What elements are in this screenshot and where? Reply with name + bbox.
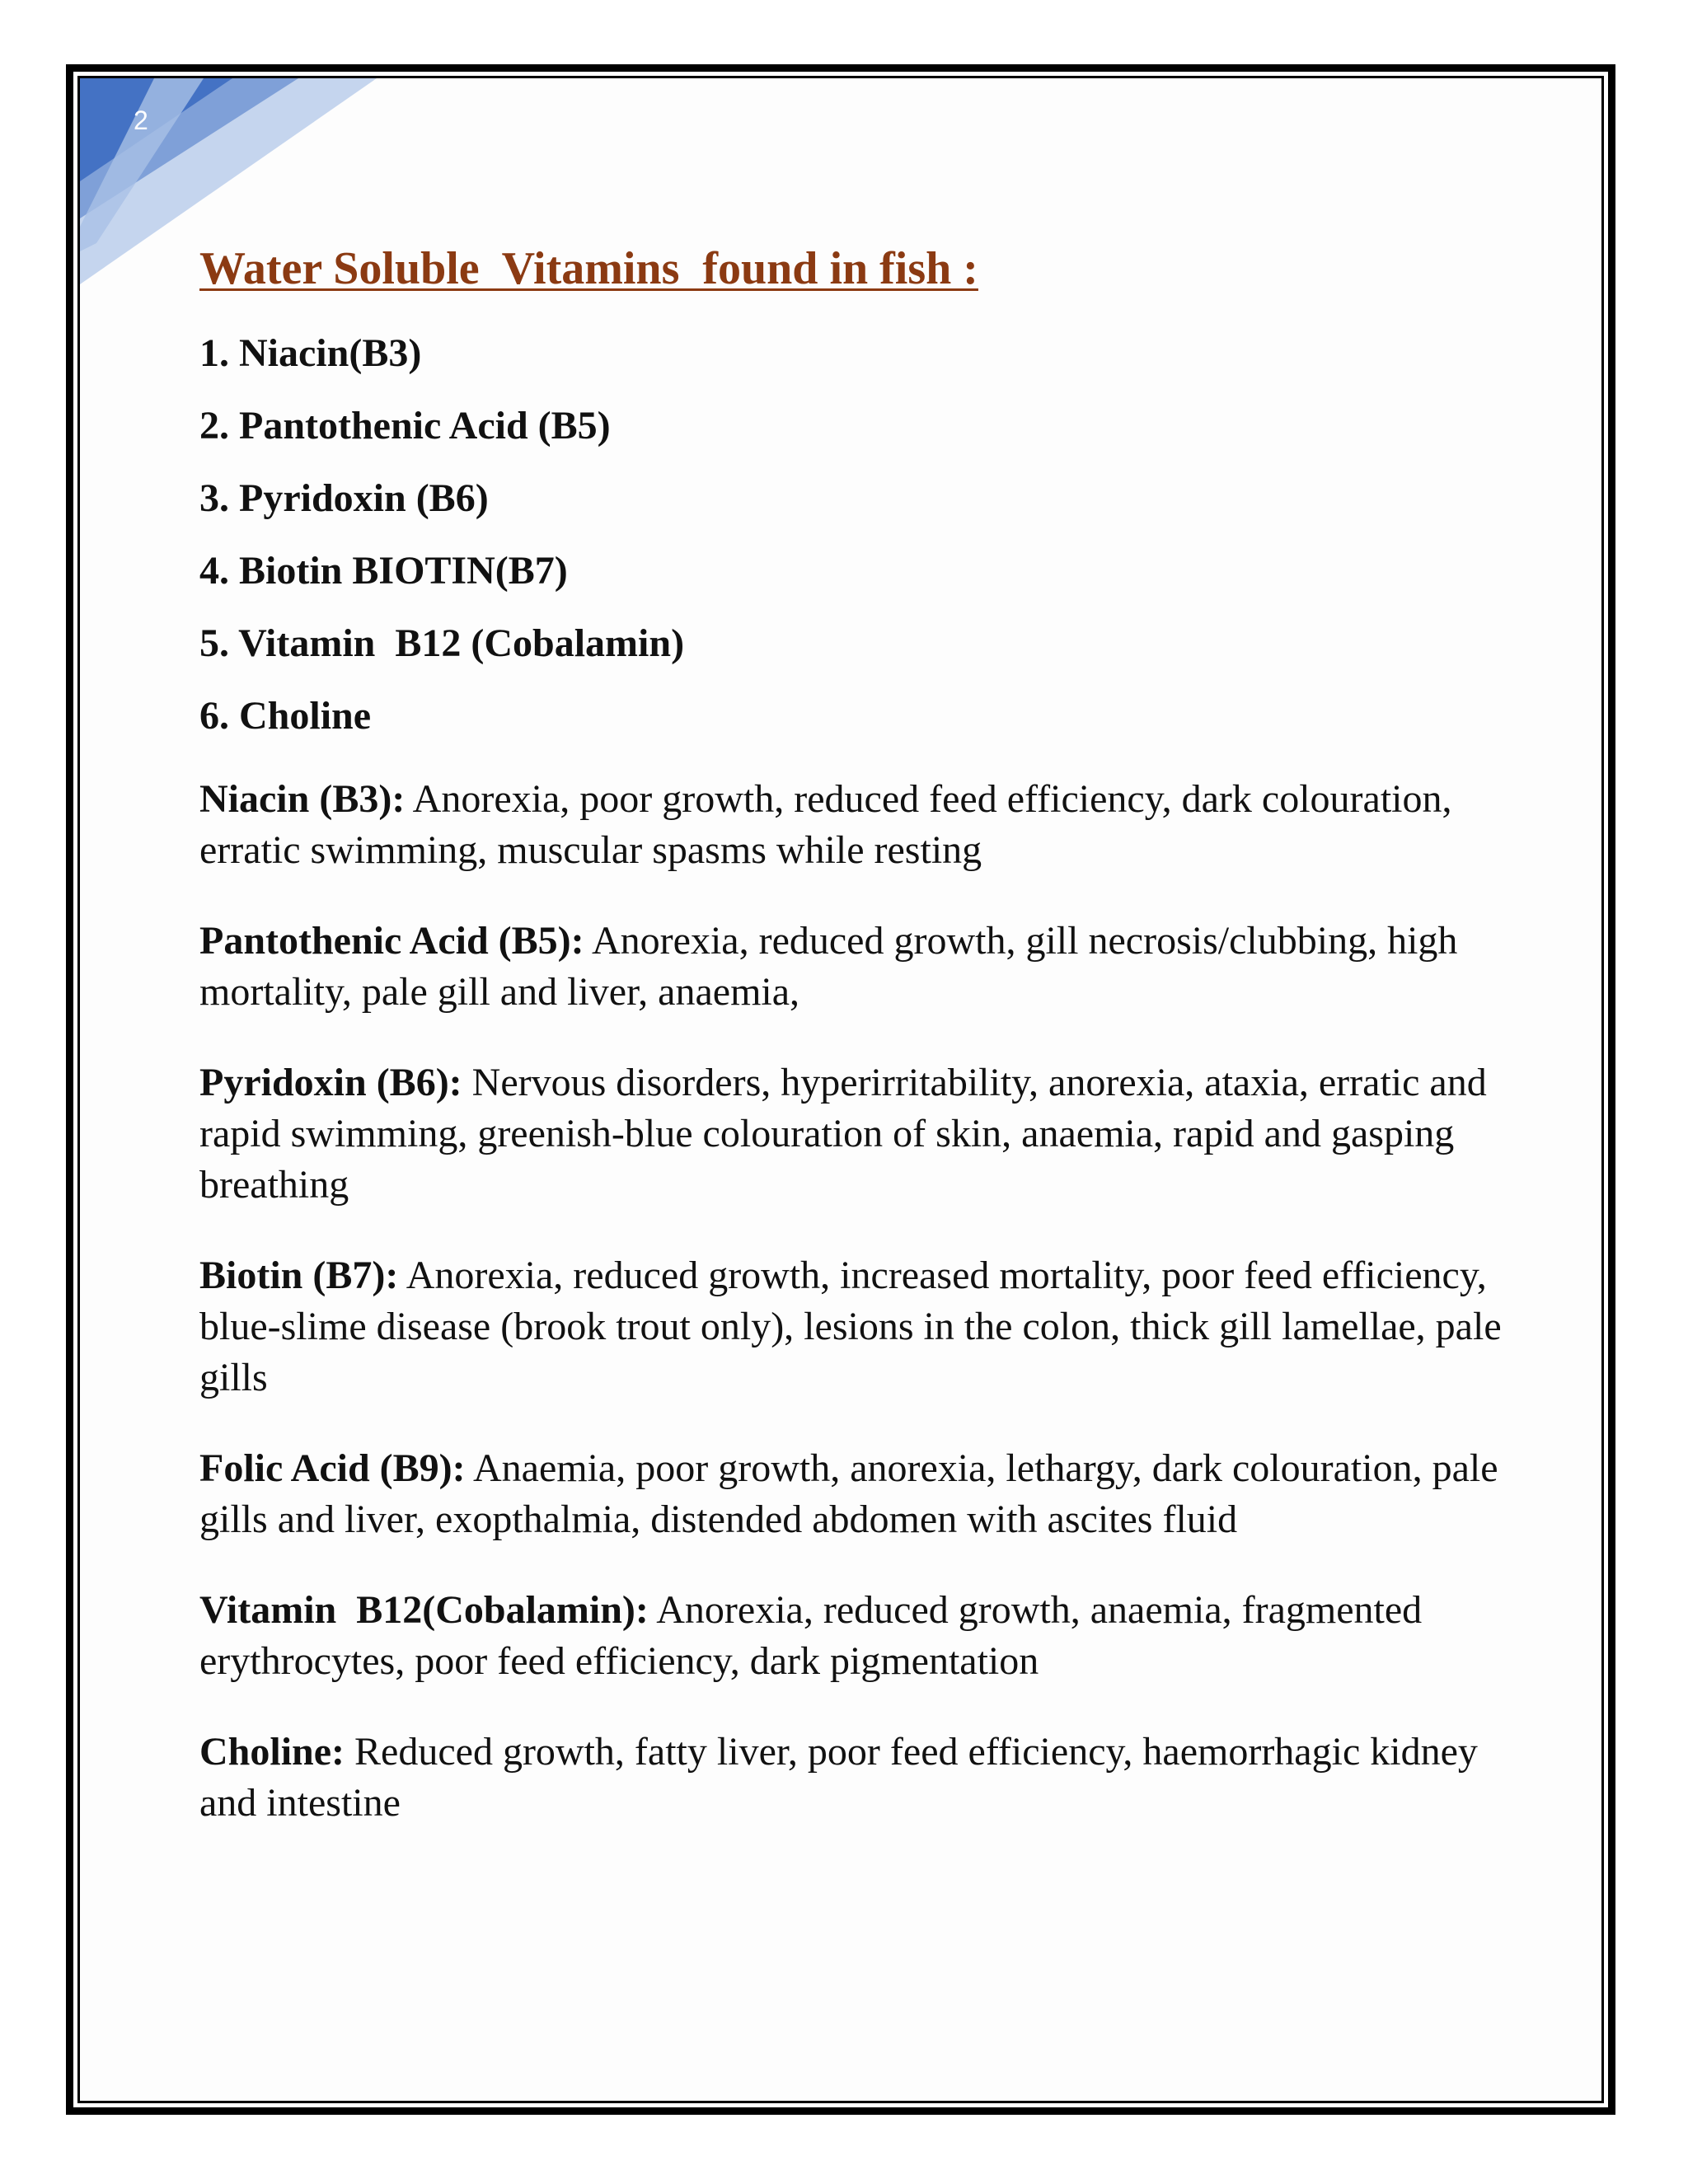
- vitamin-list: [199, 317, 1518, 752]
- description-text: Reduced growth, fatty liver, poor feed efficiency, haemorrhagic kidney and intestine: [199, 1729, 1478, 1825]
- list-item: 3. Pyridoxin (B6): [199, 476, 489, 520]
- description-text: Anorexia, reduced growth, anaemia, fragmented erythrocytes, poor feed efficiency, dark pigmentation: [199, 1587, 1423, 1683]
- description-text: Anaemia, poor growth, anorexia, lethargy, dark colouration, pale gills and liver, exopthalmia, distended abdomen with ascites fluid: [199, 1446, 1498, 1541]
- description-paragraph: [199, 1250, 1518, 1404]
- section-heading: Water Soluble Vitamins found in fish :: [199, 243, 978, 294]
- list-item: 5. Vitamin B12 (Cobalamin): [199, 621, 685, 665]
- description-paragraph: [199, 1727, 1518, 1829]
- list-item: 4. Biotin BIOTIN(B7): [199, 548, 568, 593]
- description-paragraph: [199, 774, 1518, 876]
- page-number: 2: [134, 105, 148, 135]
- description-term: Folic Acid (B9):: [199, 1446, 466, 1490]
- description-text: Anorexia, reduced growth, gill necrosis/clubbing, high mortality, pale gill and liver, anaemia,: [199, 918, 1458, 1014]
- document-content: [199, 239, 1518, 1868]
- description-term: Vitamin B12(Cobalamin):: [199, 1587, 649, 1632]
- description-text: Nervous disorders, hyperirritability, anorexia, ataxia, erratic and rapid swimming, greenish-blue colouration of skin, anaemia, rapid and gasping breathing: [199, 1060, 1487, 1207]
- description-term: Choline:: [199, 1729, 345, 1774]
- description-text: Anorexia, reduced growth, increased mortality, poor feed efficiency, blue-slime disease (brook trout only), lesions in the colon, thick gill lamellae, pale gills: [199, 1253, 1502, 1399]
- description-term: Niacin (B3):: [199, 776, 406, 821]
- description-term: Pantothenic Acid (B5):: [199, 918, 584, 963]
- description-term: Biotin (B7):: [199, 1253, 399, 1297]
- description-paragraph: [199, 1585, 1518, 1687]
- deficiency-descriptions: [199, 774, 1518, 1829]
- description-paragraph: [199, 916, 1518, 1018]
- list-item: 1. Niacin(B3): [199, 330, 422, 375]
- description-term: Pyridoxin (B6):: [199, 1060, 462, 1104]
- description-paragraph: [199, 1057, 1518, 1211]
- list-item: 2. Pantothenic Acid (B5): [199, 403, 611, 448]
- description-text: Anorexia, poor growth, reduced feed efficiency, dark colouration, erratic swimming, muscular spasms while resting: [199, 776, 1452, 872]
- description-paragraph: [199, 1443, 1518, 1545]
- list-item: 6. Choline: [199, 693, 372, 738]
